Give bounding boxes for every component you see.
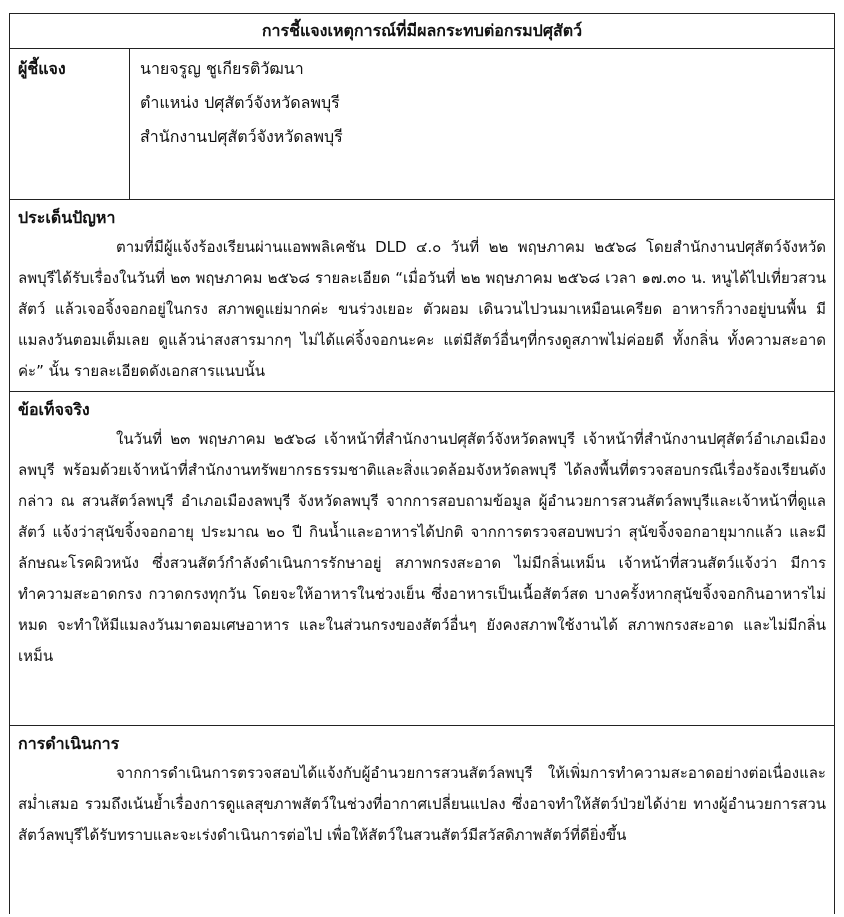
reporter-office: สำนักงานปศุสัตว์จังหวัดลพบุรี: [140, 127, 343, 146]
issue-section: [10, 200, 834, 392]
facts-text: ในวันที่ ๒๓ พฤษภาคม ๒๕๖๘ เจ้าหน้าที่สำนักงานปศุสัตว์จังหวัดลพบุรี เจ้าหน้าที่สำนักงานปศุสัตว์อำเภอเมืองลพบุรี พร้อมด้วยเจ้าหน้าที่สำนักงานทรัพยากรธรรมชาติและสิ่งแวดล้อมจังหวัดลพบุรี ได้ลงพื้นที่ตรวจสอบกรณีเรื่องร้องเรียนดังกล่าว ณ สวนสัตว์ลพบุรี อำเภอเมืองลพบุรี จังหวัดลพบุรี จากการสอบถามข้อมูล ผู้อำนวยการสวนสัตว์ลพบุรีและเจ้าหน้าที่ดูแลสัตว์ แจ้งว่าสุนัขจิ้งจอกอายุ ประมาณ ๒๐ ปี กินน้ำและอาหารได้ปกติ จากการตรวจสอบพบว่า สุนัขจิ้งจอกอายุมากแล้ว และมีลักษณะโรคผิวหนัง ซึ่งสวนสัตว์กำลังดำเนินการรักษาอยู่ สภาพกรงสะอาด ไม่มีกลิ่นเหม็น เจ้าหน้าที่สวนสัตว์แจ้งว่า มีการทำความสะอาดกรง กวาดกรงทุกวัน โดยจะให้อาหารในช่วงเย็น ซึ่งอาหารเป็นเนื้อสัตว์สด บางครั้งหากสุนัขจิ้งจอกกินอาหารไม่หมด จะทำให้มีแมลงวันมาตอมเศษอาหาร และในส่วนกรงของสัตว์อื่นๆ ยังคงสภาพใช้งานได้ สภาพกรงสะอาด และไม่มีกลิ่นเหม็น: [18, 430, 826, 665]
issue-heading: ประเด็นปัญหา: [18, 208, 116, 227]
reporter-position: ตำแหน่ง ปศุสัตว์จังหวัดลพบุรี: [140, 93, 340, 112]
reporter-name: นายจรูญ ชูเกียรติวัฒนา: [140, 59, 304, 78]
incident-report-form: [9, 13, 835, 914]
facts-section: [10, 392, 834, 726]
reporter-row: [10, 49, 834, 200]
action-text: จากการดำเนินการตรวจสอบได้แจ้งกับผู้อำนวยการสวนสัตว์ลพบุรี ให้เพิ่มการทำความสะอาดอย่างต่อเนื่องและสม่ำเสมอ รวมถึงเน้นย้ำเรื่องการดูแลสุขภาพสัตว์ในช่วงที่อากาศเปลี่ยนแปลง ซึ่งอาจทำให้สัตว์ป่วยได้ง่าย ทางผู้อำนวยการสวนสัตว์ลพบุรีได้รับทราบและจะเร่งดำเนินการต่อไป เพื่อให้สัตว์ในสวนสัตว์มีสวัสดิภาพสัตว์ที่ดียิ่งขึ้น: [18, 764, 826, 844]
action-section: [10, 726, 834, 917]
facts-heading: ข้อเท็จจริง: [18, 400, 90, 419]
reporter-label: ผู้ชี้แจง: [10, 49, 130, 199]
issue-text: ตามที่มีผู้แจ้งร้องเรียนผ่านแอพพลิเคชัน DLD ๔.๐ วันที่ ๒๒ พฤษภาคม ๒๕๖๘ โดยสำนักงานปศุสัตว์จังหวัดลพบุรีได้รับเรื่องในวันที่ ๒๓ พฤษภาคม ๒๕๖๘ รายละเอียด “เมื่อวันที่ ๒๒ พฤษภาคม ๒๕๖๘ เวลา ๑๗.๓๐ น. หนูได้ไปเที่ยวสวนสัตว์ แล้วเจอจิ้งจอกอยู่ในกรง สภาพดูแย่มากค่ะ ขนร่วงเยอะ ตัวผอม เดินวนไปวนมาเหมือนเครียด อาหารก็วางอยู่บนพื้น มีแมลงวันตอมเต็มเลย ดูแล้วน่าสงสารมากๆ ไม่ได้แค่จิ้งจอกนะคะ แต่มีสัตว์อื่นๆที่กรงดูสภาพไม่ค่อยดี ทั้งกลิ่น ทั้งความสะอาดค่ะ” นั้น รายละเอียดดังเอกสารแนบนั้น: [18, 238, 826, 380]
reporter-details: [130, 49, 834, 199]
action-heading: การดำเนินการ: [18, 734, 120, 753]
document-title: การชี้แจงเหตุการณ์ที่มีผลกระทบต่อกรมปศุสัตว์: [10, 14, 834, 49]
